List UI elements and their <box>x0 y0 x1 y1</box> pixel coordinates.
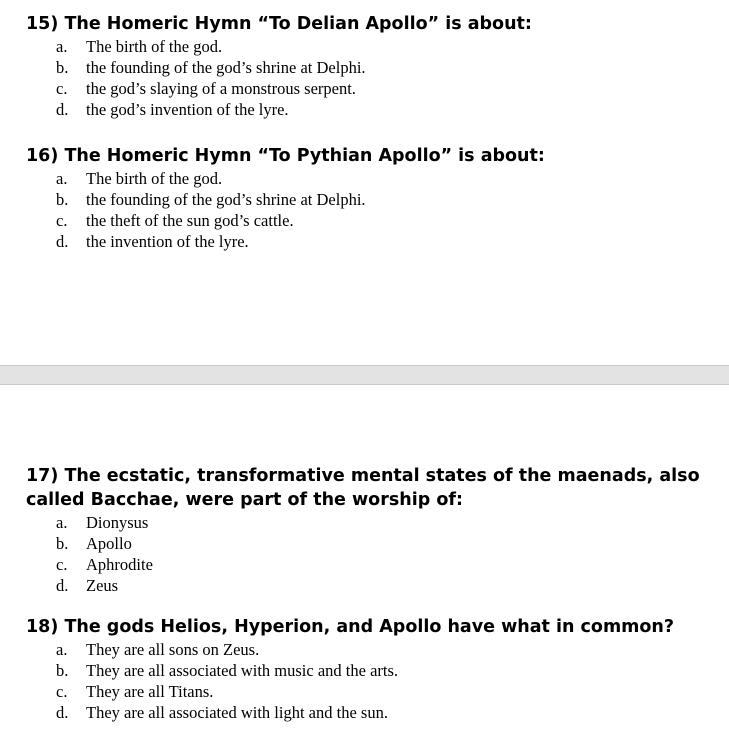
option-c <box>26 78 716 99</box>
option-b <box>26 57 716 78</box>
option-b <box>26 533 716 554</box>
option-a <box>26 512 716 533</box>
option-d <box>26 575 716 596</box>
option-letter: b. <box>56 534 69 553</box>
option-c <box>26 210 716 231</box>
option-letter: b. <box>56 190 69 209</box>
option-list <box>26 512 716 596</box>
option-text: Dionysus <box>86 513 149 532</box>
question-title: 16) The Homeric Hymn “To Pythian Apollo” is about: <box>26 146 545 166</box>
option-text: They are all associated with light and the sun. <box>86 703 388 722</box>
option-letter: d. <box>56 703 69 722</box>
question-17 <box>26 464 716 596</box>
option-text: the theft of the sun god’s cattle. <box>86 211 294 230</box>
option-text: Zeus <box>86 576 119 595</box>
option-d <box>26 231 716 252</box>
option-b <box>26 660 716 681</box>
question-16 <box>26 144 716 252</box>
option-letter: d. <box>56 100 69 119</box>
option-letter: c. <box>56 555 68 574</box>
option-letter: a. <box>56 37 68 56</box>
option-c <box>26 681 716 702</box>
option-b <box>26 189 716 210</box>
option-letter: c. <box>56 211 68 230</box>
option-letter: d. <box>56 232 69 251</box>
option-letter: d. <box>56 576 69 595</box>
page-break <box>0 365 729 385</box>
option-text: Apollo <box>86 534 132 553</box>
option-c <box>26 554 716 575</box>
question-title: 17) The ecstatic, transformative mental states of the maenads, also called Bacchae, were part of the worship of: <box>26 466 700 510</box>
question-title: 18) The gods Helios, Hyperion, and Apollo have what in common? <box>26 617 675 637</box>
option-d <box>26 99 716 120</box>
option-list <box>26 168 716 252</box>
option-text: the founding of the god’s shrine at Delphi. <box>86 190 366 209</box>
question-title: 15) The Homeric Hymn “To Delian Apollo” is about: <box>26 14 532 34</box>
option-letter: c. <box>56 682 68 701</box>
option-text: the founding of the god’s shrine at Delphi. <box>86 58 366 77</box>
option-text: The birth of the god. <box>86 37 223 56</box>
option-letter: c. <box>56 79 68 98</box>
option-text: The birth of the god. <box>86 169 223 188</box>
option-d <box>26 702 716 723</box>
option-text: They are all Titans. <box>86 682 214 701</box>
option-letter: a. <box>56 640 68 659</box>
option-letter: a. <box>56 513 68 532</box>
option-text: Aphrodite <box>86 555 153 574</box>
option-text: the invention of the lyre. <box>86 232 249 251</box>
option-text: They are all associated with music and the arts. <box>86 661 399 680</box>
option-text: the god’s slaying of a monstrous serpent. <box>86 79 356 98</box>
option-letter: b. <box>56 661 69 680</box>
option-letter: b. <box>56 58 69 77</box>
question-18 <box>26 615 716 723</box>
question-15 <box>26 12 716 120</box>
option-a <box>26 168 716 189</box>
option-a <box>26 36 716 57</box>
option-list <box>26 639 716 723</box>
option-list <box>26 36 716 120</box>
option-text: They are all sons on Zeus. <box>86 640 260 659</box>
option-text: the god’s invention of the lyre. <box>86 100 289 119</box>
option-a <box>26 639 716 660</box>
option-letter: a. <box>56 169 68 188</box>
